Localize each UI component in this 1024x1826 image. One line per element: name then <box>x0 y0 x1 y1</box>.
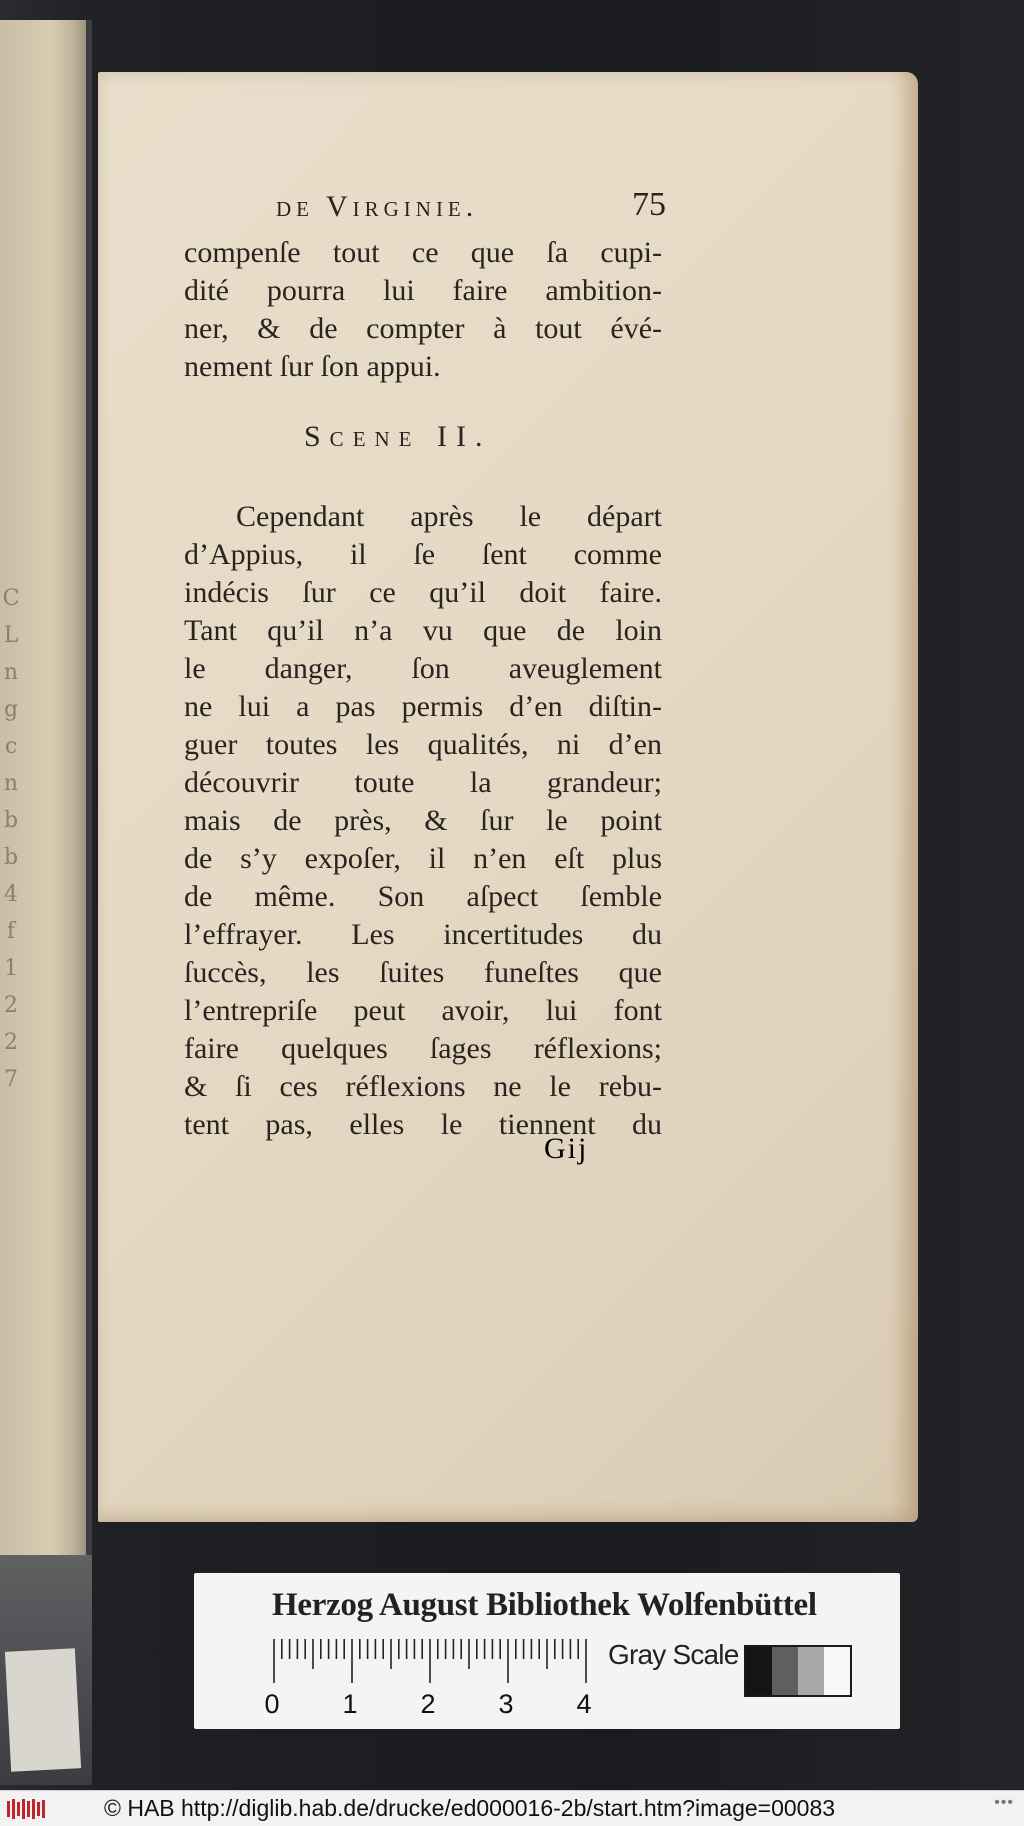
gray-scale-label: Gray Scale <box>608 1639 739 1670</box>
ruler-number: 0 <box>264 1689 280 1719</box>
ruler-number: 4 <box>576 1689 592 1719</box>
previous-page-edge <box>0 20 92 1780</box>
text-line: indécis ſur ce qu’il doit faire. <box>184 576 662 609</box>
text-line: faire quelques ſages réflexions; <box>184 1032 662 1065</box>
ruler-number: 1 <box>342 1689 358 1719</box>
edge-glyphs-decoration: C L n g c n b b 4 f 1 2 2 7 <box>2 586 20 1092</box>
signature-mark: Gij <box>544 1132 589 1165</box>
text-line: le danger, ſon aveuglement <box>184 652 662 685</box>
running-head-title: de Virginie. <box>276 190 479 223</box>
text-line: de s’y expoſer, il n’en eſt plus <box>184 842 662 875</box>
text-line: l’effrayer. Les incertitudes du <box>184 918 662 951</box>
text-line: Tant qu’il n’a vu que de loin <box>184 614 662 647</box>
text-line: mais de près, & ſur le point <box>184 804 662 837</box>
ruler-icon <box>272 1637 592 1687</box>
gray-swatch <box>824 1647 850 1695</box>
text-line: Cependant après le départ <box>236 500 662 533</box>
footer-bar <box>0 1790 1024 1826</box>
text-line: ne lui a pas permis d’en diſtin- <box>184 690 662 723</box>
gray-swatch <box>772 1647 798 1695</box>
library-title: Herzog August Bibliothek Wolfenbüttel <box>272 1587 817 1623</box>
text-line: l’entrepriſe peut avoir, lui font <box>184 994 662 1027</box>
text-line: tent pas, elles le tiennent du <box>184 1108 662 1141</box>
footer-copyright-url[interactable]: © HAB http://diglib.hab.de/drucke/ed000016-2b/start.htm?image=00083 <box>104 1795 836 1821</box>
text-line: découvrir toute la grandeur; <box>184 766 662 799</box>
ruler-number: 2 <box>420 1689 436 1719</box>
gray-scale-swatches <box>744 1645 852 1697</box>
text-line: compenſe tout ce que ſa cupi- <box>184 236 662 269</box>
ruler-number: 3 <box>498 1689 514 1719</box>
text-line: & ſi ces réflexions ne le rebu- <box>184 1070 662 1103</box>
ruler-numbers <box>260 1689 620 1719</box>
text-line: guer toutes les qualités, ni d’en <box>184 728 662 761</box>
text-line: d’Appius, il ſe ſent comme <box>184 538 662 571</box>
gray-swatch <box>798 1647 824 1695</box>
text-line: nement ſur ſon appui. <box>184 350 441 383</box>
hab-logo-icon <box>6 1798 46 1820</box>
text-line: de même. Son aſpect ſemble <box>184 880 662 913</box>
scene-title: Scene II. <box>304 420 492 453</box>
ellipsis-icon[interactable]: ••• <box>994 1794 1014 1811</box>
library-sticker <box>5 1648 81 1771</box>
text-line: ner, & de compter à tout évé- <box>184 312 662 345</box>
gray-swatch <box>746 1647 772 1695</box>
text-line: dité pourra lui faire ambition- <box>184 274 662 307</box>
page-number: 75 <box>632 186 666 223</box>
text-line: ſuccès, les ſuites funeſtes que <box>184 956 662 989</box>
running-head <box>276 186 666 230</box>
color-scale-card <box>194 1573 900 1729</box>
